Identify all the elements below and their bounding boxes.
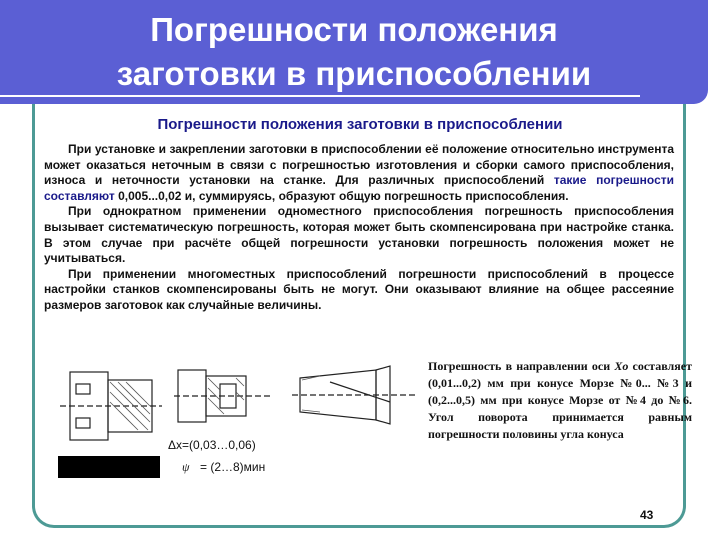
paragraph-1-highlight: такие погрешности составляют	[44, 173, 675, 203]
body-text	[44, 142, 674, 314]
paragraph-1	[44, 142, 674, 204]
morse-taper-diagram	[290, 362, 420, 428]
paragraph-1-text-a: При установке и закреплении заготовки в приспособлении её положение относительно инструмента может оказаться неточным в связи с погрешностью изготовления и сборки самого приспособления, износа и неточности установки на станке. Для различных приспособлений	[44, 142, 674, 188]
formula-psi: = (2…8)мин	[200, 460, 266, 474]
black-bar	[58, 456, 160, 478]
caption-text	[428, 358, 692, 443]
title-banner	[0, 0, 708, 104]
caption-text-a: Погрешность в направлении оси	[428, 359, 615, 373]
caption-text-b: составляет (0,01...0,2) мм при конусе Морзе №0... №3 и (0,2...0,5) мм при конусе Морзе от №4 до №6. Угол поворота принимается равным погрешности половины угла конуса	[428, 359, 692, 441]
page-number: 43	[640, 508, 654, 522]
slide-title-line2: заготовки в приспособлении	[116, 55, 592, 92]
fixture-diagram-1	[56, 362, 166, 454]
slide-title-line1: Погрешности положения	[150, 11, 558, 48]
paragraph-3: При применении многоместных приспособлений погрешности приспособлений в процессе настройки станков скомпенсированы быть не могут. Они оказывают влияние на общее рассеяние размеров заготовок как случайные величины.	[44, 266, 674, 312]
paragraph-2: При однократном применении одноместного приспособления погрешность приспособления вызывает систематическую погрешность, которая может быть скомпенсирована при настройке станка. В этом случае при расчёте общей погрешности установки погрешность положения может не учитываться.	[44, 204, 674, 266]
title-underline	[0, 95, 640, 97]
psi-symbol: ψ	[182, 460, 190, 474]
caption-axis: Xo	[614, 359, 629, 373]
paragraph-1-text-b: 0,005...0,02 и, суммируясь, образуют общую погрешность приспособления.	[114, 188, 569, 203]
fixture-diagram-2	[172, 362, 282, 432]
slide-subtitle: Погрешности положения заготовки в приспособлении	[157, 116, 563, 133]
slide-title	[0, 8, 708, 96]
formula-dx: Δx=(0,03…0,06)	[168, 438, 256, 452]
